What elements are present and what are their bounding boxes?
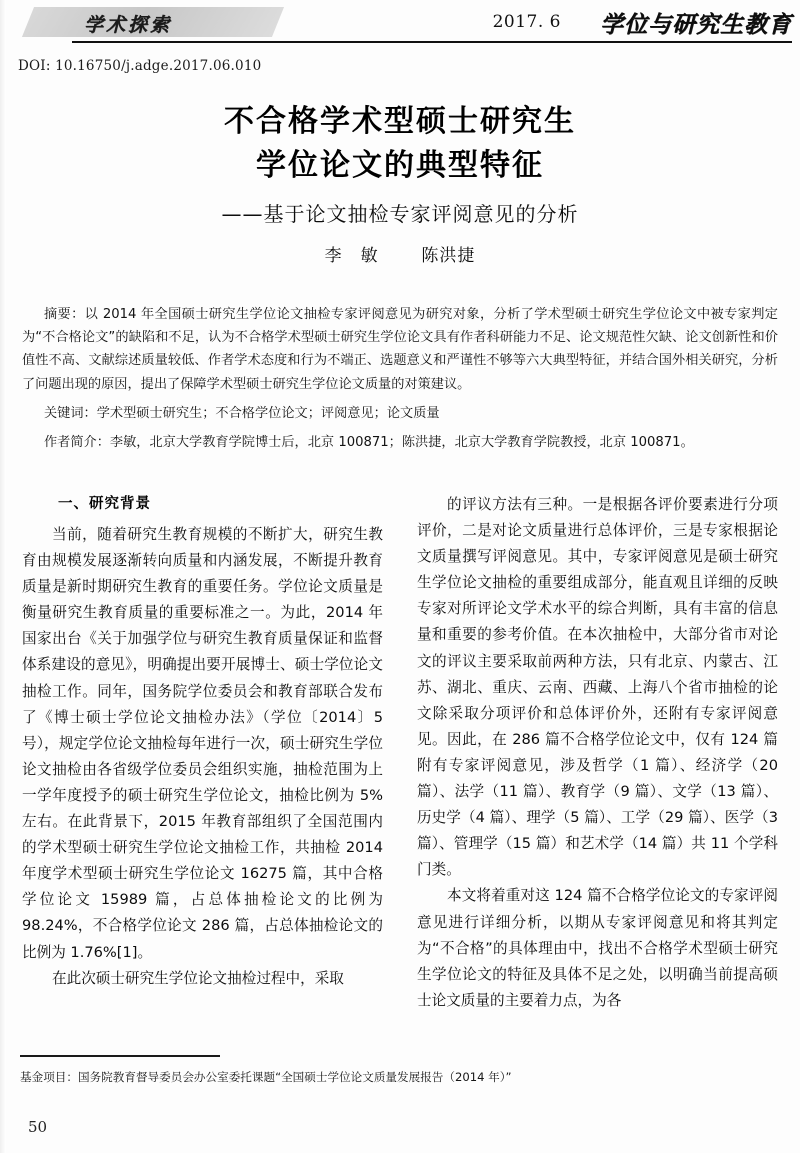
body-columns <box>22 492 778 1037</box>
section-heading-1: 一、研究背景 <box>58 496 151 512</box>
doi-text: DOI: 10.16750/j.adge.2017.06.010 <box>18 58 262 74</box>
abstract-text: 摘要：以 2014 年全国硕士研究生学位论文抽检专家评阅意见为研究对象，分析了学术型硕士研究生学位论文中被专家判定为“不合格论文”的缺陷和不足，认为不合格学术型硕士研究生学位论文具有作者科研能力不足、论文规范性欠缺、论文创新性和价值性不高、文献综述质量较低、作者学术态度和行为不端正、选题意义和严谨性不够等六大典型特征，并结合国外相关研究，分析了问题出现的原因，提出了保障学术型硕士研究生学位论文质量的对策建议。 <box>22 307 778 392</box>
masthead-journal-title: 学位与研究生教育 <box>600 11 792 38</box>
body-paragraph: 本文将着重对这 124 篇不合格学位论文的专家评阅意见进行详细分析，以期从专家评阅意见和将其判定为“不合格”的具体理由中，找出不合格学术型硕士研究生学位论文的特征及具体不足之处，以明确当前提高硕士论文质量的主要着力点，为各 <box>417 887 778 1009</box>
footnote-funding-text: 基金项目：国务院教育督导委员会办公室委托课题“全国硕士学位论文质量发展报告（2014 年）” <box>20 1070 512 1084</box>
body-paragraph: 在此次硕士研究生学位论文抽检过程中，采取 <box>52 969 344 987</box>
body-column-left <box>22 492 383 1037</box>
author-bio-line: 作者简介：李敏，北京大学教育学院博士后，北京 100871；陈洪捷，北京大学教育学院教授，北京 100871。 <box>44 434 694 450</box>
page-masthead <box>0 0 800 48</box>
body-column-right <box>417 492 778 1037</box>
page-number: 50 <box>28 1118 48 1136</box>
footnote-divider-rule <box>20 1055 220 1057</box>
article-authors <box>0 241 800 266</box>
masthead-section-label: 学术探索 <box>84 14 173 36</box>
article-title-block <box>0 100 800 266</box>
masthead-divider-rule <box>72 41 792 43</box>
page-title-line-1: 不合格学术型硕士研究生 <box>224 104 576 139</box>
body-paragraph: 当前，随着研究生教育规模的不断扩大，研究生教育由规模发展逐渐转向质量和内涵发展，不断提升教育质量是新时期研究生教育的重要任务。学位论文质量是衡量研究生教育质量的重要标准之一。为此，2014 年国家出台《关于加强学位与研究生教育质量保证和监督体系建设的意见》，明确提出要开展博士、硕士学位论文抽检工作。同年，国务院学位委员会和教育部联合发布了《博士硕士学位论文抽检办法》（学位〔2014〕5 号），规定学位论文抽检每年进行一次，硕士研究生学位论文抽检由各省级学位委员会组织实施，抽检范围为上一学年度授予的硕士研究生学位论文，抽检比例为 5%左右。在此背景下，2015 年教育部组织了全国范围内的学术型硕士研究生学位论文抽检工作，共抽检 2014 年度学术型硕士研究生学位论文 16275 篇，其中合格学位论文 15989 篇，占总体抽检论文的比例为 98.24%，不合格学位论文 286 篇，占总体抽检论文的比例为 1.76%[1]。 <box>22 526 383 961</box>
body-paragraph: 的评议方法有三种。一是根据各评价要素进行分项评价，二是对论文质量进行总体评价，三是专家根据论文质量撰写评阅意见。其中，专家评阅意见是硕士研究生学位论文抽检的重要组成部分，能直观且详细的反映专家对所评论文学术水平的综合判断，具有丰富的信息量和重要的参考价值。在本次抽检中，大部分省市对论文的评议主要采取前两种方法，只有北京、内蒙古、江苏、湖北、重庆、云南、西藏、上海八个省市抽检的论文除采取分项评价和总体评价外，还附有专家评阅意见。因此，在 286 篇不合格学位论文中，仅有 124 篇附有专家评阅意见，涉及哲学（1 篇）、经济学（20 篇）、法学（11 篇）、教育学（9 篇）、文学（13 篇）、历史学（4 篇）、理学（5 篇）、工学（29 篇）、医学（3 篇）、管理学（15 篇）和艺术学（14 篇）共 11 个学科门类。 <box>417 496 778 879</box>
keywords-line: 关键词：学术型硕士研究生；不合格学位论文；评阅意见；论文质量 <box>44 405 440 421</box>
article-subtitle: ——基于论文抽检专家评阅意见的分析 <box>221 202 579 226</box>
author-name-2: 陈洪捷 <box>421 246 476 266</box>
masthead-issue-number: 2017. 6 <box>492 12 561 32</box>
page-title-line-2: 学位论文的典型特征 <box>256 148 544 183</box>
abstract-section <box>22 303 778 454</box>
author-name-1: 李 敏 <box>324 246 379 266</box>
